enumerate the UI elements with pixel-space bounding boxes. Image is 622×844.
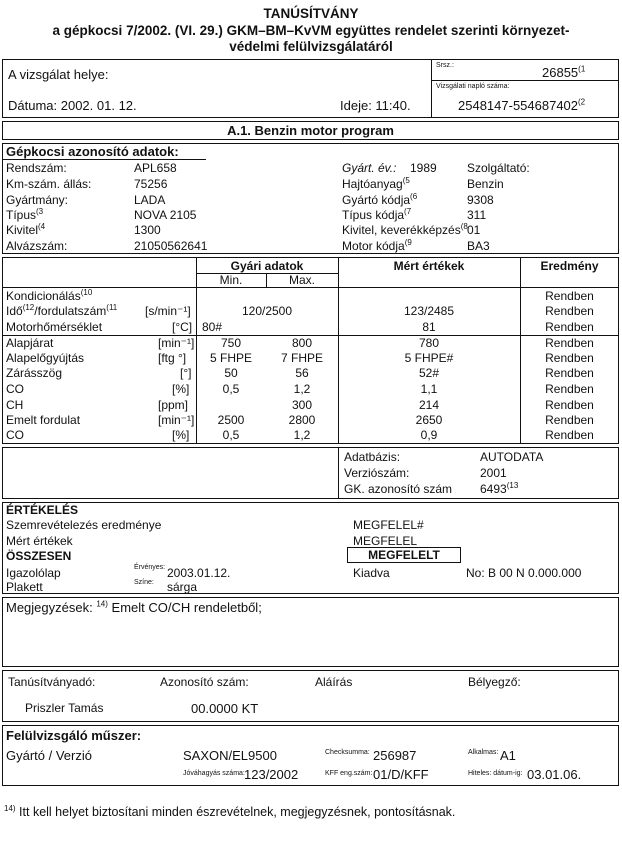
kff-label: KFF eng.szám: (325, 770, 373, 777)
id-number-value: 00.0000 KT (191, 701, 259, 716)
row-min: 750 (220, 336, 242, 350)
field-type-value: NOVA 2105 (134, 208, 197, 222)
issuer-name: Priszler Tamás (25, 701, 104, 715)
field-maker-code-label: Gyártó kódja$^{(6}$ (342, 192, 418, 207)
row-factory-span: 120/2500 (241, 304, 293, 318)
certificate-label: Igazolólap (6, 566, 61, 580)
field-make-value: LADA (134, 193, 166, 207)
row-result: Rendben (545, 382, 594, 396)
field-service-label: Szolgáltató: (467, 161, 530, 175)
row-result: Rendben (545, 428, 594, 442)
field-engine-code-value: BA3 (467, 239, 490, 253)
device-maker-value: SAXON/EL9500 (183, 748, 277, 763)
row-unit: [min⁻¹] (158, 413, 195, 427)
db-value: AUTODATA (480, 450, 544, 464)
field-variant-value: 1300 (134, 223, 161, 237)
signature-label: Aláírás (315, 675, 353, 689)
remarks: Megjegyzések: $^{14)}$ Emelt CO/CH rendeletből; (6, 599, 262, 615)
row-label: Emelt fordulat (6, 413, 81, 427)
total-label: ÖSSZESEN (6, 549, 72, 563)
row-min: 80# (202, 320, 223, 334)
kff-value: 01/D/KFF (373, 767, 429, 782)
field-fuel-value: Benzin (467, 177, 504, 191)
footnote: $^{14)}$ Itt kell helyet biztosítani minden észrevételnek, megjegyzésnek, pontosításnak. (4, 803, 456, 819)
row-label: Alapelőgyújtás (6, 351, 85, 365)
row-unit: [ftg °] (158, 351, 187, 365)
row-measured: 2650 (415, 413, 443, 427)
row-unit: [ppm] (158, 398, 189, 412)
sticker-color-label: Színe: (134, 579, 154, 586)
visual-check-value: MEGFELEL# (353, 518, 424, 532)
checksum-label: Checksumma: (325, 749, 370, 756)
row-unit: [min⁻¹] (158, 336, 195, 350)
test-time: Ideje: 11:40. (340, 98, 411, 113)
version-value: 2001 (480, 466, 507, 480)
row-unit: [%] (172, 382, 190, 396)
device-title: Felülvizsgáló műszer: (6, 728, 142, 743)
place-label: A vizsgálat helye: (8, 67, 109, 82)
col-header-measured: Mért értékek (393, 259, 465, 273)
field-engine-code-label: Motor kódja$^{(9}$ (342, 238, 412, 253)
row-label: CO (6, 382, 24, 396)
row-measured: 780 (418, 336, 440, 350)
sticker-label: Plakett (6, 580, 43, 594)
row-measured: 1,1 (420, 382, 438, 396)
field-type-label: Típus$^{(3}$ (6, 207, 44, 222)
fit-value: A1 (500, 748, 516, 763)
serial-label: Srsz.: (436, 62, 454, 69)
field-km-value: 75256 (134, 177, 168, 191)
log-number: 2548147-554687402$^{(2}$ (458, 97, 586, 113)
document-subtitle-line1: a gépkocsi 7/2002. (VI. 29.) GKM–BM–KvVM együttes rendelet szerinti környezet- (52, 23, 570, 38)
issuer-label: Tanúsítványadó: (8, 675, 96, 689)
issued-label: Kiadva (353, 566, 390, 580)
certificate-number: No: B 00 N 0.000.000 (466, 566, 582, 580)
approval-value: 123/2002 (244, 767, 299, 782)
row-measured: 123/2485 (403, 304, 455, 318)
row-max: 1,2 (293, 428, 311, 442)
field-mixture-label: Kivitel, keverékképzés$^{(8}$ (342, 222, 468, 237)
col-header-result: Eredmény (540, 259, 599, 273)
row-measured: 214 (418, 398, 440, 412)
row-label: Motorhőmérséklet (6, 320, 103, 334)
row-measured: 0,9 (420, 428, 438, 442)
field-chassis-value: 21050562641 (134, 239, 208, 253)
serial-number: 26855$^{(1}$ (542, 64, 586, 80)
field-mixture-value: 01 (467, 223, 481, 237)
field-make-label: Gyártmány: (6, 193, 69, 207)
document-title: TANÚSÍTVÁNY (263, 6, 359, 21)
row-result: Rendben (545, 304, 594, 318)
row-min: 2500 (217, 413, 245, 427)
row-min: 0,5 (222, 428, 240, 442)
row-result: Rendben (545, 366, 594, 380)
row-unit: [°C] (172, 320, 193, 334)
log-label: Vizsgálati napló száma: (436, 83, 510, 90)
row-label: Zárásszög (6, 366, 63, 380)
visual-check-label: Szemrevételezés eredménye (6, 518, 162, 532)
fit-label: Alkalmas: (468, 749, 499, 756)
device-maker-label: Gyártó / Verzió (6, 748, 92, 763)
field-chassis-label: Alvázszám: (6, 239, 68, 253)
row-result: Rendben (545, 320, 594, 334)
field-type-code-value: 311 (467, 208, 487, 222)
test-date: Dátuma: 2002. 01. 12. (8, 98, 137, 113)
evaluation-box (2, 502, 619, 594)
total-result: MEGFELELT (368, 548, 440, 562)
row-max: 2800 (288, 413, 316, 427)
field-type-code-label: Típus kódja$^{(7}$ (342, 207, 412, 222)
row-max: 300 (291, 398, 313, 412)
vehicle-section-title: Gépkocsi azonosító adatok: (6, 144, 179, 159)
row-result: Rendben (545, 351, 594, 365)
sticker-color-value: sárga (167, 580, 198, 594)
field-plate-label: Rendszám: (6, 161, 67, 175)
row-label: Alapjárat (6, 336, 54, 350)
document-subtitle-line2: védelmi felülvizsgálatáról (229, 39, 393, 54)
row-result: Rendben (545, 398, 594, 412)
valid-until-label: Érvényes: (134, 564, 166, 571)
measured-value: MEGFELEL (353, 534, 418, 548)
gk-id-label: GK. azonosító szám (344, 482, 453, 496)
row-label: CO (6, 428, 24, 442)
db-label: Adatbázis: (344, 450, 401, 464)
col-header-min: Min. (219, 273, 243, 287)
row-unit: [s/min⁻¹] (145, 304, 191, 318)
field-maker-code-value: 9308 (467, 193, 494, 207)
row-label: CH (6, 398, 24, 412)
row-result: Rendben (545, 413, 594, 427)
field-year-value: 1989 (410, 161, 437, 175)
row-max: 56 (295, 366, 309, 380)
row-min: 0,5 (222, 382, 240, 396)
device-valid-value: 03.01.06. (527, 767, 582, 782)
row-label: Idő$^{(12}$/fordulatszám$^{(11}$ (6, 303, 118, 318)
col-header-max: Max. (288, 273, 315, 287)
stamp-label: Bélyegző: (468, 675, 521, 689)
row-measured: 52# (418, 366, 440, 380)
id-number-label: Azonosító szám: (160, 675, 249, 689)
device-valid-label: Hiteles: dátum-ig: (468, 770, 523, 777)
gk-id-value: 6493$^{(13}$ (480, 481, 519, 496)
row-min: 5 FHPE (209, 351, 252, 365)
field-plate-value: APL658 (134, 161, 177, 175)
row-unit: [°] (180, 366, 192, 380)
row-label: Kondicionálás$^{(10}$ (6, 288, 93, 303)
row-max: 800 (291, 336, 313, 350)
valid-until-value: 2003.01.12. (167, 566, 231, 580)
row-unit: [%] (172, 428, 190, 442)
version-label: Verziószám: (344, 466, 410, 480)
measured-label: Mért értékek (6, 534, 73, 548)
row-result: Rendben (545, 289, 594, 303)
row-min: 50 (224, 366, 238, 380)
approval-label: Jóváhagyás száma: (183, 770, 245, 777)
evaluation-title: ÉRTÉKELÉS (6, 503, 79, 517)
row-result: Rendben (545, 336, 594, 350)
program-title: A.1. Benzin motor program (227, 123, 394, 138)
col-header-factory: Gyári adatok (230, 259, 304, 273)
row-measured: 81 (422, 320, 436, 334)
checksum-value: 256987 (373, 748, 417, 763)
field-variant-label: Kivitel$^{(4}$ (6, 222, 46, 237)
field-km-label: Km-szám. állás: (6, 177, 92, 191)
field-year-label: Gyárt. év.: (342, 161, 397, 175)
row-measured: 5 FHPE# (404, 351, 454, 365)
row-max: 1,2 (293, 382, 311, 396)
row-max: 7 FHPE (280, 351, 323, 365)
field-fuel-label: Hajtóanyag$^{(5}$ (342, 176, 410, 191)
